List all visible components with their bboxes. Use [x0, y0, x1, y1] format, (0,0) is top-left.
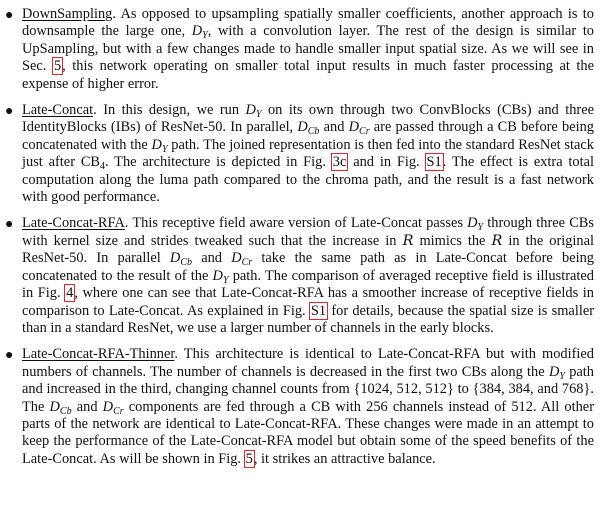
math-dy: $D_Y$ — [151, 136, 168, 155]
figure-ref-link[interactable]: S1 — [426, 154, 442, 171]
math-dcr: $D_{Cr}$ — [231, 250, 253, 269]
math-dy: $D_Y$ — [212, 267, 229, 286]
text: and — [192, 250, 232, 267]
term-downsampling: DownSampling — [22, 6, 113, 22]
list-item-late-concat-rfa — [0, 215, 600, 337]
math-dy: $D_Y$ — [245, 102, 262, 121]
text: path and increased in the third, changing channel counts from {1024, 512, 512} to {384, 384, and 768}. The — [22, 363, 595, 415]
bullet-icon: ● — [5, 217, 14, 233]
math-dy: $D_Y$ — [467, 215, 484, 234]
math-dcb: $D_{Cb}$ — [297, 119, 320, 138]
list-item-downsampling — [0, 6, 600, 93]
figure-ref-link[interactable]: 3c — [332, 154, 347, 171]
text: through three CBs with kernel size and strides tweaked such that the increase in — [22, 215, 594, 249]
text: , it strikes an attractive balance. — [253, 450, 436, 467]
text: and — [319, 119, 349, 136]
text: path. The comparison of averaged receptive field is illustrated in Fig. — [22, 267, 594, 302]
list-item-late-concat — [0, 102, 600, 206]
math-dy: $D_Y$ — [191, 23, 208, 42]
text: take the same path as in Late-Concat before being concatenated to the result of the — [22, 250, 594, 284]
text: . The effect is extra total computation along the luma path compared to the chroma path, and the result is a fast network with good performance. — [22, 154, 594, 206]
text: in the original ResNet-50. In parallel — [22, 232, 595, 267]
figure-ref-link[interactable]: 5 — [245, 450, 253, 467]
section-ref-link[interactable]: 5 — [53, 58, 62, 75]
subscript: 4 — [100, 161, 106, 173]
text: . The architecture is depicted in Fig. — [105, 154, 332, 171]
text: , this network operating on smaller total input results in much faster processing at the expense of higher error. — [22, 58, 594, 92]
math-dcr: $D_{Cr}$ — [102, 398, 124, 417]
math-dcr: $D_{Cr}$ — [348, 119, 370, 138]
list-item-late-concat-rfa-thinner — [0, 346, 600, 468]
text: , with a convolution layer. The rest of the design is similar to UpSampling, but with a few changes made to handle smaller input spatial size. As we will see in Sec. — [22, 23, 595, 75]
bullet-icon: ● — [5, 348, 14, 364]
text: . This receptive field aware version of Late-Concat passes — [124, 215, 468, 232]
text: . As opposed to upsampling spatially smaller coefficients, another approach is to downsample the large one, — [22, 6, 594, 40]
bullet-icon: ● — [5, 8, 14, 23]
text: components are fed through a CB with 256 channels instead of 512. All other parts of the network are identical to Late-Concat-RFA. These changes were made in an attempt to keep the performance of the Late-Concat-RFA model but obtain some of the speed benefits of the Late-Concat. As will be shown in Fig. — [22, 398, 594, 467]
text: and — [71, 398, 103, 415]
term-late-concat-rfa: Late-Concat-RFA — [22, 215, 125, 232]
math-dcb: $D_{Cb}$ — [49, 398, 72, 417]
figure-ref-link[interactable]: S1 — [310, 302, 327, 319]
bullet-icon: ● — [5, 104, 14, 120]
text: . In this design, we run — [93, 102, 246, 119]
term-late-concat: Late-Concat — [22, 102, 94, 119]
math-dcb: $D_{Cb}$ — [169, 250, 192, 269]
text: are passed through a CB before being concatenated with the — [22, 119, 594, 153]
text: on its own through two ConvBlocks (CBs) and three IdentityBlocks (IBs) of ResNet-50. In parallel, — [22, 102, 594, 136]
text: . This architecture is identical to Late-Concat-RFA but with modified numbers of channels. The number of channels is decreased in the first two CBs along the — [22, 346, 594, 380]
text: path. The joined representation is then fed into the standard ResNet stack just after CB — [22, 136, 594, 171]
text: , where one can see that Late-Concat-RFA has a smoother increase of receptive fields in comparison to Late-Concat. As explained in Fig. — [22, 285, 594, 319]
math-dy: $D_Y$ — [548, 363, 565, 382]
text: and in Fig. — [347, 154, 426, 171]
text: mimics the — [413, 232, 492, 249]
architecture-list — [0, 6, 600, 477]
term-late-concat-rfa-thinner: Late-Concat-RFA-Thinner — [22, 346, 175, 363]
text: for details, because the spatial size is smaller than in a standard ResNet, we use a larger number of channels in the early blocks. — [22, 302, 594, 336]
figure-ref-link[interactable]: 4 — [66, 285, 74, 302]
math-r: R — [402, 232, 414, 249]
math-r: R — [491, 232, 503, 249]
